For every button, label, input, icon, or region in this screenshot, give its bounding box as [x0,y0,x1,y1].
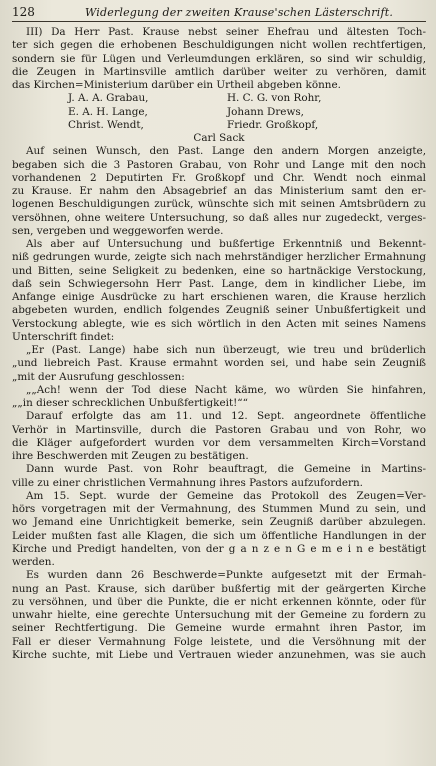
paragraph-investigation [12,238,426,344]
text-line: Dann wurde Past. von Rohr beauftragt, die Gemeine in Martins- [26,463,426,476]
paragraph-protocol [12,490,426,570]
text-line: ihre Beschwerden mit Zeugen zu bestätigen. [12,450,249,462]
text-line: Verhör in Martinsville, durch die Pastoren Grabau und von Rohr, wo [12,423,426,436]
text-line: sondern sie für Lügen und Verleumdungen erklären, so sind wir schuldig, [12,52,426,65]
paragraph-hearing [12,410,426,463]
text-line: niß gedrungen wurde, zeigte sich nach mehrständiger herzlicher Ermahnung [12,251,426,264]
text-line: wo Jemand eine Unrichtigkeit bemerke, sein Zeugniß darüber abzulegen. [12,516,426,529]
paragraph-verdict [12,26,426,92]
text-line: versöhnen, ohne weitere Untersuchung, so daß alles nur zugedeckt, verges- [12,211,426,224]
text-line: Leider mußten fast alle Klagen, die sich um öffentliche Handlungen in der [12,529,426,542]
text-line: zu Krause. Er nahm den Absagebrief an das Ministerium samt den er- [12,185,426,197]
quote-line: „und liebreich Past. Krause ermahnt worden sei, und habe sein Zeugniß [12,357,426,370]
text-line: Kirche suchte, mit Liebe und Vertrauen wieder anzunehmen, was sie auch [12,648,426,661]
quote-line: „mit der Ausrufung geschlossen: [12,370,185,383]
signature: Christ. Wendt, [68,118,144,131]
text-line: daß sein Schwiegersohn Herr Past. Lange, dem in kindlicher Liebe, im [12,277,426,290]
text-line: sen, vergeben und weggeworfen werde. [12,224,224,237]
text-line: die Zeugen in Martinsville amtlich darüber weiter zu verhören, damit [12,65,426,78]
text-line: Fall er dieser Vermahnung Folge leistete, und die Versöhnung mit der [12,635,426,648]
text-line: vorhandenen 2 Deputirten Fr. Großkopf und Chr. Wendt noch einmal [12,171,426,184]
text-line: Kirche und Predigt handelten, von der g a n z e n G e m e i n e bestätigt [12,542,426,555]
text-line: nung an Past. Krause, sich darüber bußfertig mit der geärgerten Kirche [12,582,426,595]
page-number: 128 [12,5,35,19]
text-line: zu versöhnen, und über die Punkte, die er nicht erkennen könnte, oder für [12,595,426,608]
text-line: Als aber auf Untersuchung und bußfertige Erkenntniß und Bekennt- [26,238,426,250]
paragraph-complaints [12,569,426,662]
text-line: III) Da Herr Past. Krause nebst seiner Ehefrau und ältesten Toch- [26,26,426,38]
text-line: das Kirchen=Ministerium darüber ein Urtheil abgeben könne. [12,79,341,91]
running-title: Widerlegung der zweiten Krause'schen Lästerschrift. [84,6,394,19]
text-line: Darauf erfolgte das am 11. und 12. Sept. angeordnete öffentliche [26,410,426,423]
signature-block [12,92,426,132]
paragraph-wish [12,145,426,238]
quote-line: „„Ach! wenn der Tod diese Nacht käme, wo würden Sie hinfahren, [26,383,426,396]
text-line: Unterschrift findet: [12,330,115,343]
text-line: Es wurden dann 26 Beschwerde=Punkte aufgesetzt mit der Ermah- [26,569,426,582]
text-line: Anfange einige Ausdrücke zu hart erschienen waren, die Krause herzlich [12,291,426,303]
text-line: ville zu einer christlichen Vermahnung ihres Pastors aufzufordern. [12,476,363,489]
text-line: werden. [12,556,55,568]
signature: H. C. G. von Rohr, [227,92,322,105]
signature: Johann Drews, [227,105,304,118]
text-line: abgebeten wurden, endlich folgendes Zeugniß seiner Unbußfertigkeit und [12,304,426,317]
text-line: Auf seinen Wunsch, den Past. Lange den andern Morgen anzeigte, [26,145,426,158]
quote-line: „„in dieser schrecklichen Unbußfertigkeit!““ [12,397,248,409]
signature: Friedr. Großkopf, [227,118,319,131]
text-line: die Kläger aufgefordert wurden vor dem versammelten Kirch=Vorstand [12,436,426,449]
text-line: Verstockung ablegte, wie es sich wörtlich in den Acten mit seines Namens [12,317,426,330]
paragraph-commission [12,463,426,490]
text-line: logenen Beschuldigungen zurück, wünschte sich mit seinen Amtsbrüdern zu [12,198,426,211]
text-line: Am 15. Sept. wurde der Gemeine das Protokoll des Zeugen=Ver- [26,489,426,502]
text-line: hörs vorgetragen mit der Vermahnung, des Stummen Mund zu sein, und [12,503,426,515]
quotation [12,344,426,410]
signature: E. A. H. Lange, [68,105,148,118]
text-line: seiner Rechtfertigung. Die Gemeine wurde ermahnt ihren Pastor, im [12,622,426,635]
text-line: und Bitten, seine Seligkeit zu bedenken, eine so hartnäckige Verstockung, [12,264,426,277]
signature-sack: Carl Sack [193,132,245,144]
text-line: unwahr hielte, eine gerechte Untersuchung mit der Gemeine zu fordern zu [12,609,426,621]
text-line: begaben sich die 3 Pastoren Grabau, von Rohr und Lange mit den noch [12,158,426,171]
quote-line: „Er (Past. Lange) habe sich nun überzeugt, wie treu und brüderlich [26,344,426,356]
page-header [12,5,426,22]
text-line: ter sich gegen die erhobenen Beschuldigungen nicht wollen rechtfertigen, [12,39,426,52]
signature: J. A. A. Grabau, [68,92,149,105]
